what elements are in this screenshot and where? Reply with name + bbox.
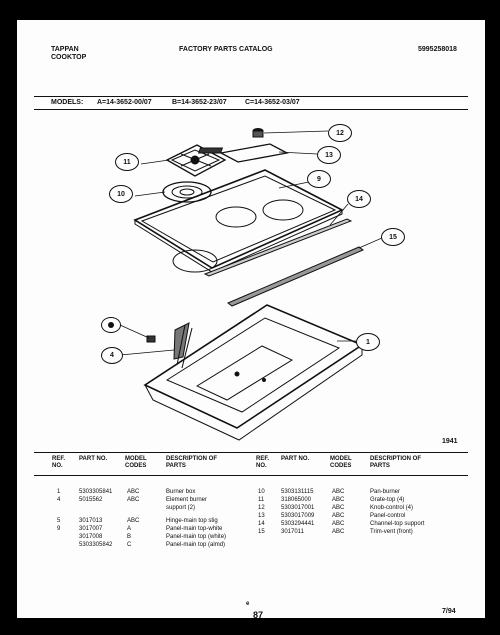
left-col-ref-header: REF. NO. — [52, 456, 66, 469]
row-desc: Pan-burner — [370, 489, 401, 495]
callout-10: 10 — [109, 185, 133, 203]
callout-4: 4 — [101, 347, 123, 364]
callout-15: 15 — [381, 228, 405, 246]
callout-14: 14 — [347, 190, 371, 208]
row-part: 3017011 — [281, 529, 304, 535]
row-ref: 15 — [258, 529, 265, 535]
parts-catalog-page — [17, 20, 485, 618]
row-ref: 4 — [57, 497, 61, 503]
table-row — [17, 505, 485, 513]
figure-code: 1941 — [442, 438, 458, 445]
row-part: 5303017009 — [281, 513, 315, 519]
model-b: B=14-3652-23/07 — [172, 99, 227, 106]
burner-box-part — [145, 305, 362, 440]
callout-dot — [101, 317, 121, 333]
row-desc: Panel-main top (almd) — [166, 542, 226, 548]
row-part: 5303017001 — [281, 505, 315, 511]
model-c: C=14-3652-03/07 — [245, 99, 300, 106]
row-ref: 5 — [57, 518, 61, 524]
table-row — [17, 521, 485, 529]
row-code: C — [127, 542, 132, 548]
row-code: ABC — [332, 497, 345, 503]
left-col-desc-header: DESCRIPTION OF PARTS — [166, 456, 218, 469]
row-part: 5303305841 — [79, 489, 113, 495]
row-ref: 9 — [57, 526, 61, 532]
row-part: 3017008 — [79, 534, 103, 540]
right-col-desc-header: DESCRIPTION OF PARTS — [370, 456, 422, 469]
table-row — [17, 489, 485, 497]
row-desc: Grate-top (4) — [370, 497, 405, 503]
row-ref: 10 — [258, 489, 265, 495]
channel-support-part — [205, 219, 351, 276]
catalog-title: FACTORY PARTS CATALOG — [179, 46, 273, 53]
right-col-model-header: MODEL CODES — [330, 456, 352, 469]
table-row — [17, 529, 485, 537]
page-number: 87 — [253, 610, 264, 620]
row-ref: 13 — [258, 513, 265, 519]
table-row — [17, 542, 251, 550]
row-desc: Trim-vent (front) — [370, 529, 413, 535]
row-desc: Burner box — [166, 489, 196, 495]
callout-12: 12 — [328, 124, 352, 142]
element-support-part — [147, 323, 192, 368]
row-code: ABC — [332, 489, 345, 495]
row-code: A — [127, 526, 132, 532]
row-desc: Element burner — [166, 497, 208, 503]
row-code: ABC — [332, 505, 345, 511]
row-desc: Channel-top support — [370, 521, 425, 527]
row-ref: 14 — [258, 521, 265, 527]
table-rule-header — [34, 475, 468, 476]
row-part: 5303294441 — [281, 521, 315, 527]
row-code: ABC — [332, 521, 345, 527]
left-col-part-header: PART NO. — [79, 456, 108, 462]
exploded-parts-diagram — [17, 20, 485, 460]
row-desc: Knob-control (4) — [370, 505, 414, 511]
callout-1: 1 — [356, 333, 380, 351]
row-desc: Hinge-main top stig — [166, 518, 218, 524]
row-desc: support (2) — [166, 505, 196, 511]
row-part: 3017007 — [79, 526, 103, 532]
right-col-part-header: PART NO. — [281, 456, 310, 462]
product-label: COOKTOP — [51, 54, 87, 61]
row-code: B — [127, 534, 132, 540]
right-col-ref-header: REF. NO. — [256, 456, 270, 469]
callout-dot-marker — [108, 322, 114, 328]
row-code: ABC — [127, 497, 140, 503]
row-code: ABC — [127, 518, 140, 524]
model-a: A=14-3652-00/07 — [97, 99, 152, 106]
row-ref: 12 — [258, 505, 265, 511]
brand-label: TAPPAN — [51, 46, 79, 53]
revision-date: 7/94 — [442, 608, 456, 615]
row-part: 318065000 — [281, 497, 312, 503]
row-ref: 11 — [258, 497, 265, 503]
callout-13: 13 — [317, 146, 341, 164]
catalog-number: 5995258018 — [418, 46, 457, 53]
row-desc: Panel-main top (white) — [166, 534, 227, 540]
table-row — [17, 497, 485, 505]
row-code: ABC — [332, 513, 345, 519]
row-code: ABC — [332, 529, 345, 535]
left-col-model-header: MODEL CODES — [125, 456, 147, 469]
callout-9: 9 — [307, 170, 331, 188]
row-part: 5303131115 — [281, 489, 314, 495]
knob-part — [253, 129, 263, 138]
burner-pan-part — [163, 182, 211, 202]
row-code: ABC — [127, 489, 140, 495]
row-desc: Panel-main top-white — [166, 526, 223, 532]
models-label: MODELS: — [51, 99, 84, 106]
table-rule-top — [34, 452, 468, 453]
row-part: 3017013 — [79, 518, 103, 524]
row-desc: Panel-control — [370, 513, 406, 519]
footer-dot: e — [246, 601, 250, 607]
row-ref: 1 — [57, 489, 61, 495]
control-panel-part — [199, 144, 287, 162]
row-part: 5015562 — [79, 497, 103, 503]
table-row — [17, 513, 485, 521]
callout-11: 11 — [115, 153, 139, 171]
row-part: 5303305842 — [79, 542, 113, 548]
